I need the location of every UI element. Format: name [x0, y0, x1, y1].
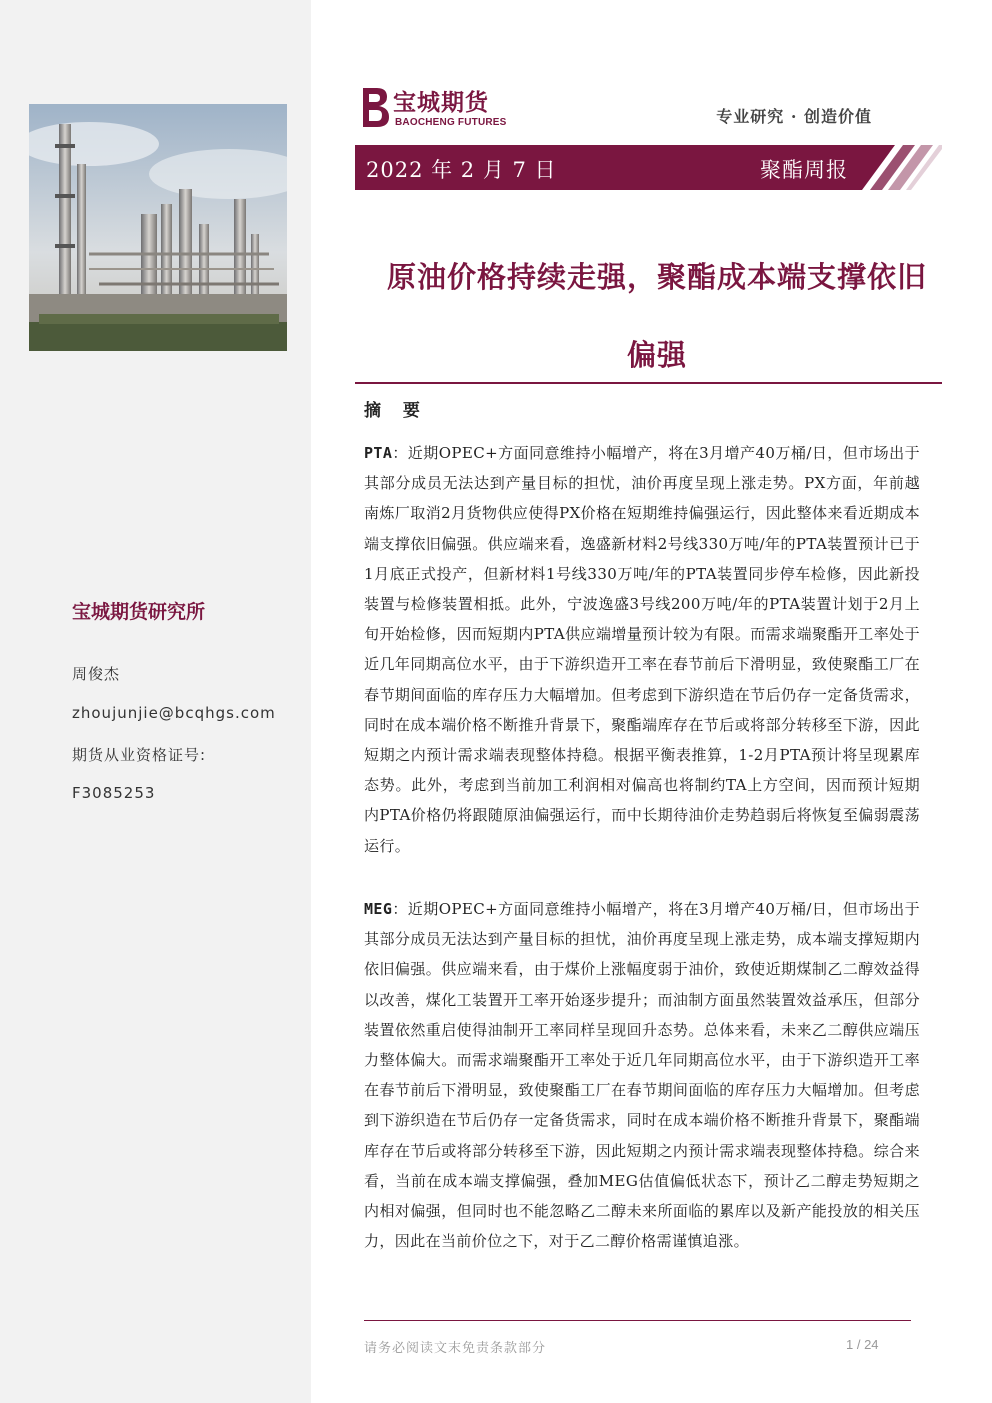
cert-number: F3085253 [72, 784, 156, 802]
logo-mark-icon [357, 84, 391, 130]
footer-divider [364, 1320, 911, 1321]
slogan: 专业研究 · 创造价值 [716, 107, 872, 126]
pta-paragraph [364, 438, 920, 861]
report-title-line2: 偏强 [626, 338, 687, 372]
report-type: 聚酯周报 [760, 158, 848, 182]
report-title-line1: 原油价格持续走强，聚酯成本端支撑依旧 [386, 260, 927, 294]
logo-text-cn: 宝城期货 [393, 89, 489, 116]
analyst-email[interactable]: zhoujunjie@bcqhgs.com [72, 704, 276, 722]
meg-label: MEG [364, 900, 393, 918]
sidebar [0, 0, 311, 1403]
page-number: 1 / 24 [846, 1337, 879, 1352]
pta-label: PTA [364, 444, 393, 462]
abstract-heading: 摘 要 [364, 401, 428, 421]
footer-disclaimer: 请务必阅读文末免责条款部分 [364, 1341, 547, 1356]
meg-paragraph [364, 894, 920, 1256]
pta-text: ：近期OPEC+方面同意维持小幅增产，将在3月增产40万桶/日，但市场出于其部分成员无法达到产量目标的担忧，油价再度呈现上涨走势。PX方面，年前越南炼厂取消2月货物供应使得PX价格在短期维持偏强运行，因此整体来看近期成本端支撑依旧偏强。供应端来看，逸盛新材料2号线330万吨/年的PTA装置预计已于1月底正式投产，但新材料1号线330万吨/年的PTA装置同步停车检修，因此新投装置与检修装置相抵。此外，宁波逸盛3号线200万吨/年的PTA装置计划于2月上旬开始检修，因而短期内PTA供应端增量预计较为有限。而需求端聚酯开工率处于近几年同期高位水平，由于下游织造开工率在春节前后下滑明显，致使聚酯工厂在春节期间面临的库存压力大幅增加。但考虑到下游织造在节后仍存一定备货需求，同时在成本端价格不断推升背景下，聚酯端库存在节后或将部分转移至下游，因此短期之内预计需求端表现整体持稳。根据平衡表推算，1-2月PTA预计将呈现累库态势。此外，考虑到当前加工利润相对偏高也将制约TA上方空间，因而预计短期内PTA价格仍将跟随原油偏强运行，而中长期待油价走势趋弱后将恢复至偏弱震荡运行。 [364, 444, 920, 855]
company-logo [357, 84, 537, 132]
meg-text: ：近期OPEC+方面同意维持小幅增产，将在3月增产40万桶/日，但市场出于其部分成员无法达到产量目标的担忧，油价再度呈现上涨走势，成本端支撑短期内依旧偏强。供应端来看，由于煤价上涨幅度弱于油价，致使近期煤制乙二醇效益得以改善，煤化工装置开工率开始逐步提升；而油制方面虽然装置效益承压，但部分装置依然重启使得油制开工率同样呈现回升态势。总体来看，未来乙二醇供应端压力整体偏大。而需求端聚酯开工率处于近几年同期高位水平，由于下游织造开工率在春节前后下滑明显，致使聚酯工厂在春节期间面临的库存压力大幅增加。但考虑到下游织造在节后仍存一定备货需求，同时在成本端价格不断推升背景下，聚酯端库存在节后或将部分转移至下游，因此短期之内预计需求端表现整体持稳。综合来看，当前在成本端支撑偏强，叠加MEG估值偏低状态下，预计乙二醇走势短期之内相对偏强，但同时也不能忽略乙二醇未来所面临的累库以及新产能投放的相关压力，因此在当前价位之下，对于乙二醇价格需谨慎追涨。 [364, 900, 920, 1251]
logo-text-en: BAOCHENG FUTURES [395, 117, 507, 128]
cert-label: 期货从业资格证号: [72, 746, 207, 764]
refinery-photo [29, 104, 287, 351]
title-divider [355, 382, 942, 384]
institute-name: 宝城期货研究所 [72, 601, 206, 623]
analyst-name: 周俊杰 [72, 665, 121, 683]
report-date: 2022 年 2 月 7 日 [366, 158, 557, 182]
